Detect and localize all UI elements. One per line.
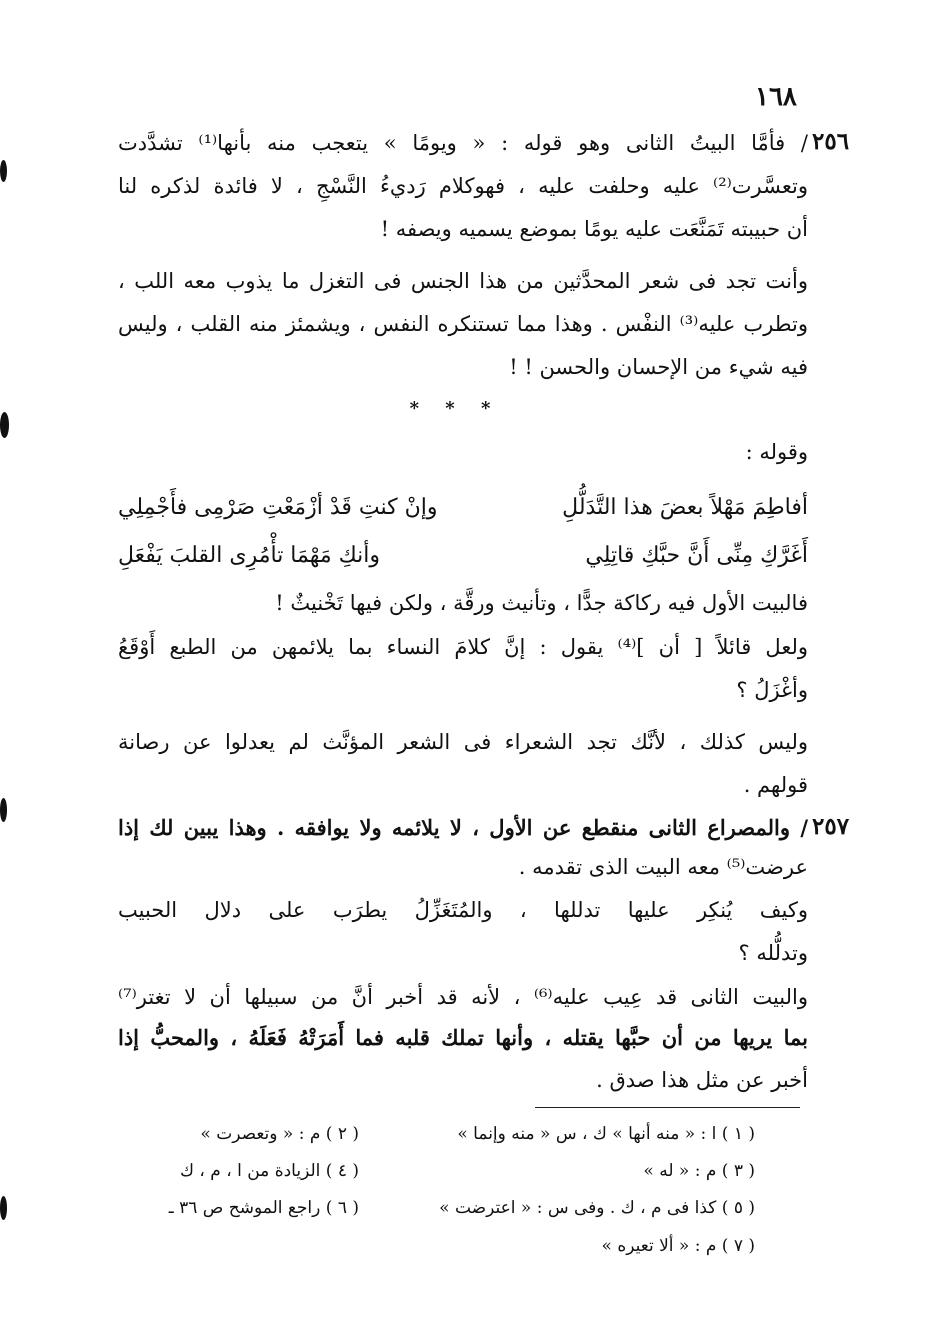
text-line-5: وتطرب عليه⁽³⁾ النفْس . وهذا مما تستنكره النفس ، ويشمئز منه القلب ، وليس xyxy=(118,312,808,336)
footnote-3: ( ٣ ) م : « له » xyxy=(643,1161,755,1181)
scan-edge-mark xyxy=(0,412,9,438)
scan-edge-mark xyxy=(0,798,7,822)
text-line-11: قولهم . xyxy=(743,773,808,797)
verse-intro: وقوله : xyxy=(745,440,808,464)
text-line-2: وتعسَّرت⁽²⁾ عليه وحلفت عليه ، فهوكلام رَديءُ النَّسْجِ ، لا فائدة لذكره لنا xyxy=(118,174,808,198)
text-line-14: وكيف يُنكِر عليها تدللها ، والمُتَغَزِّلُ يطرَب على دلال الحبيب xyxy=(118,898,808,922)
text-line-1: / فأمَّا البيتُ الثانى وهو قوله : « ويومًا » يتعجب منه بأنها⁽¹⁾ تشدَّدت xyxy=(118,131,809,155)
text-line-17: بما يريها من أن حبَّها يقتله ، وأنها تملك قلبه فما أَمَرَتْهُ فَعَلَهُ ، والمحبُّ إذا xyxy=(118,1025,808,1050)
margin-number-257: ٢٥٧ xyxy=(812,813,850,840)
footnote-6: ( ٦ ) راجع الموشح ص ٣٦ ـ xyxy=(168,1198,359,1218)
footnote-1: ( ١ ) ا : « منه أنها » ك ، س « منه وإنما » xyxy=(457,1124,755,1144)
text-line-15: وتدلُّله ؟ xyxy=(738,941,808,965)
text-line-8: ولعل قائلاً [ أن ]⁽⁴⁾ يقول : إنَّ كلامَ النساء بما يلائمهن من الطبع أَوْقَعُ xyxy=(118,635,808,659)
verse-2-first-hemistich: أَغَرَّكِ مِنِّى أَنَّ حبَّكِ قاتِلِي xyxy=(585,543,808,568)
verse-line-1 xyxy=(118,490,808,526)
footnote-5: ( ٥ ) كذا فى م ، ك . وفى س : « اعترضت » xyxy=(439,1198,755,1218)
text-line-10: وليس كذلك ، لأنَّك تجد الشعراء فى الشعر المؤنَّث لم يعدلوا عن رصانة xyxy=(118,730,808,754)
text-line-4: وأنت تجد فى شعر المحدَّثين من هذا الجنس فى التغزل ما يذوب معه اللب ، xyxy=(118,269,808,293)
text-line-6: فيه شيء من الإحسان والحسن ! ! xyxy=(509,355,808,379)
section-separator: * * * xyxy=(409,398,501,419)
scan-edge-mark xyxy=(0,1196,7,1220)
verse-line-2 xyxy=(118,538,808,574)
verse-1-first-hemistich: أفاطِمَ مَهْلاً بعضَ هذا التَّدَلُّلِ xyxy=(562,495,808,520)
text-line-18: أخبر عن مثل هذا صدق . xyxy=(596,1068,808,1092)
footnote-7: ( ٧ ) م : « ألا تعيره » xyxy=(601,1236,755,1256)
text-line-3: أن حبيبته تَمَنَّعَت عليه يومًا بموضع يسميه ويصفه ! xyxy=(380,217,808,241)
page-number: ١٦٨ xyxy=(755,82,797,112)
text-line-9: وأغْزَلُ ؟ xyxy=(736,678,808,702)
footnote-2: ( ٢ ) م : « وتعصرت » xyxy=(200,1124,359,1144)
footnote-4: ( ٤ ) الزيادة من ا ، م ، ك xyxy=(179,1161,359,1181)
text-line-13: عرضت⁽⁵⁾ معه البيت الذى تقدمه . xyxy=(518,855,808,879)
text-line-12: / والمصراع الثانى منقطع عن الأول ، لا يلائمه ولا يوافقه . وهذا يبين لك إذا xyxy=(118,815,808,840)
margin-number-256: ٢٥٦ xyxy=(812,128,850,155)
verse-1-second-hemistich: وإنْ كنتِ قَدْ أزْمَعْتِ صَرْمِى فأَجْمِلِي xyxy=(118,495,438,520)
scan-edge-mark xyxy=(0,160,7,182)
text-line-7: فالبيت الأول فيه ركاكة جدًّا ، وتأنيث ورقَّة ، ولكن فيها تَخْنيثٌ ! xyxy=(275,591,808,615)
text-line-16: والبيت الثانى قد عِيب عليه⁽⁶⁾ ، لأنه قد أخبر أنَّ من سبيلها أن لا تغتر⁽⁷⁾ xyxy=(118,985,808,1009)
verse-2-second-hemistich: وأنكِ مَهْمَا تأْمُرِى القلبَ يَفْعَلِ xyxy=(118,543,381,568)
footnote-divider xyxy=(535,1107,800,1108)
